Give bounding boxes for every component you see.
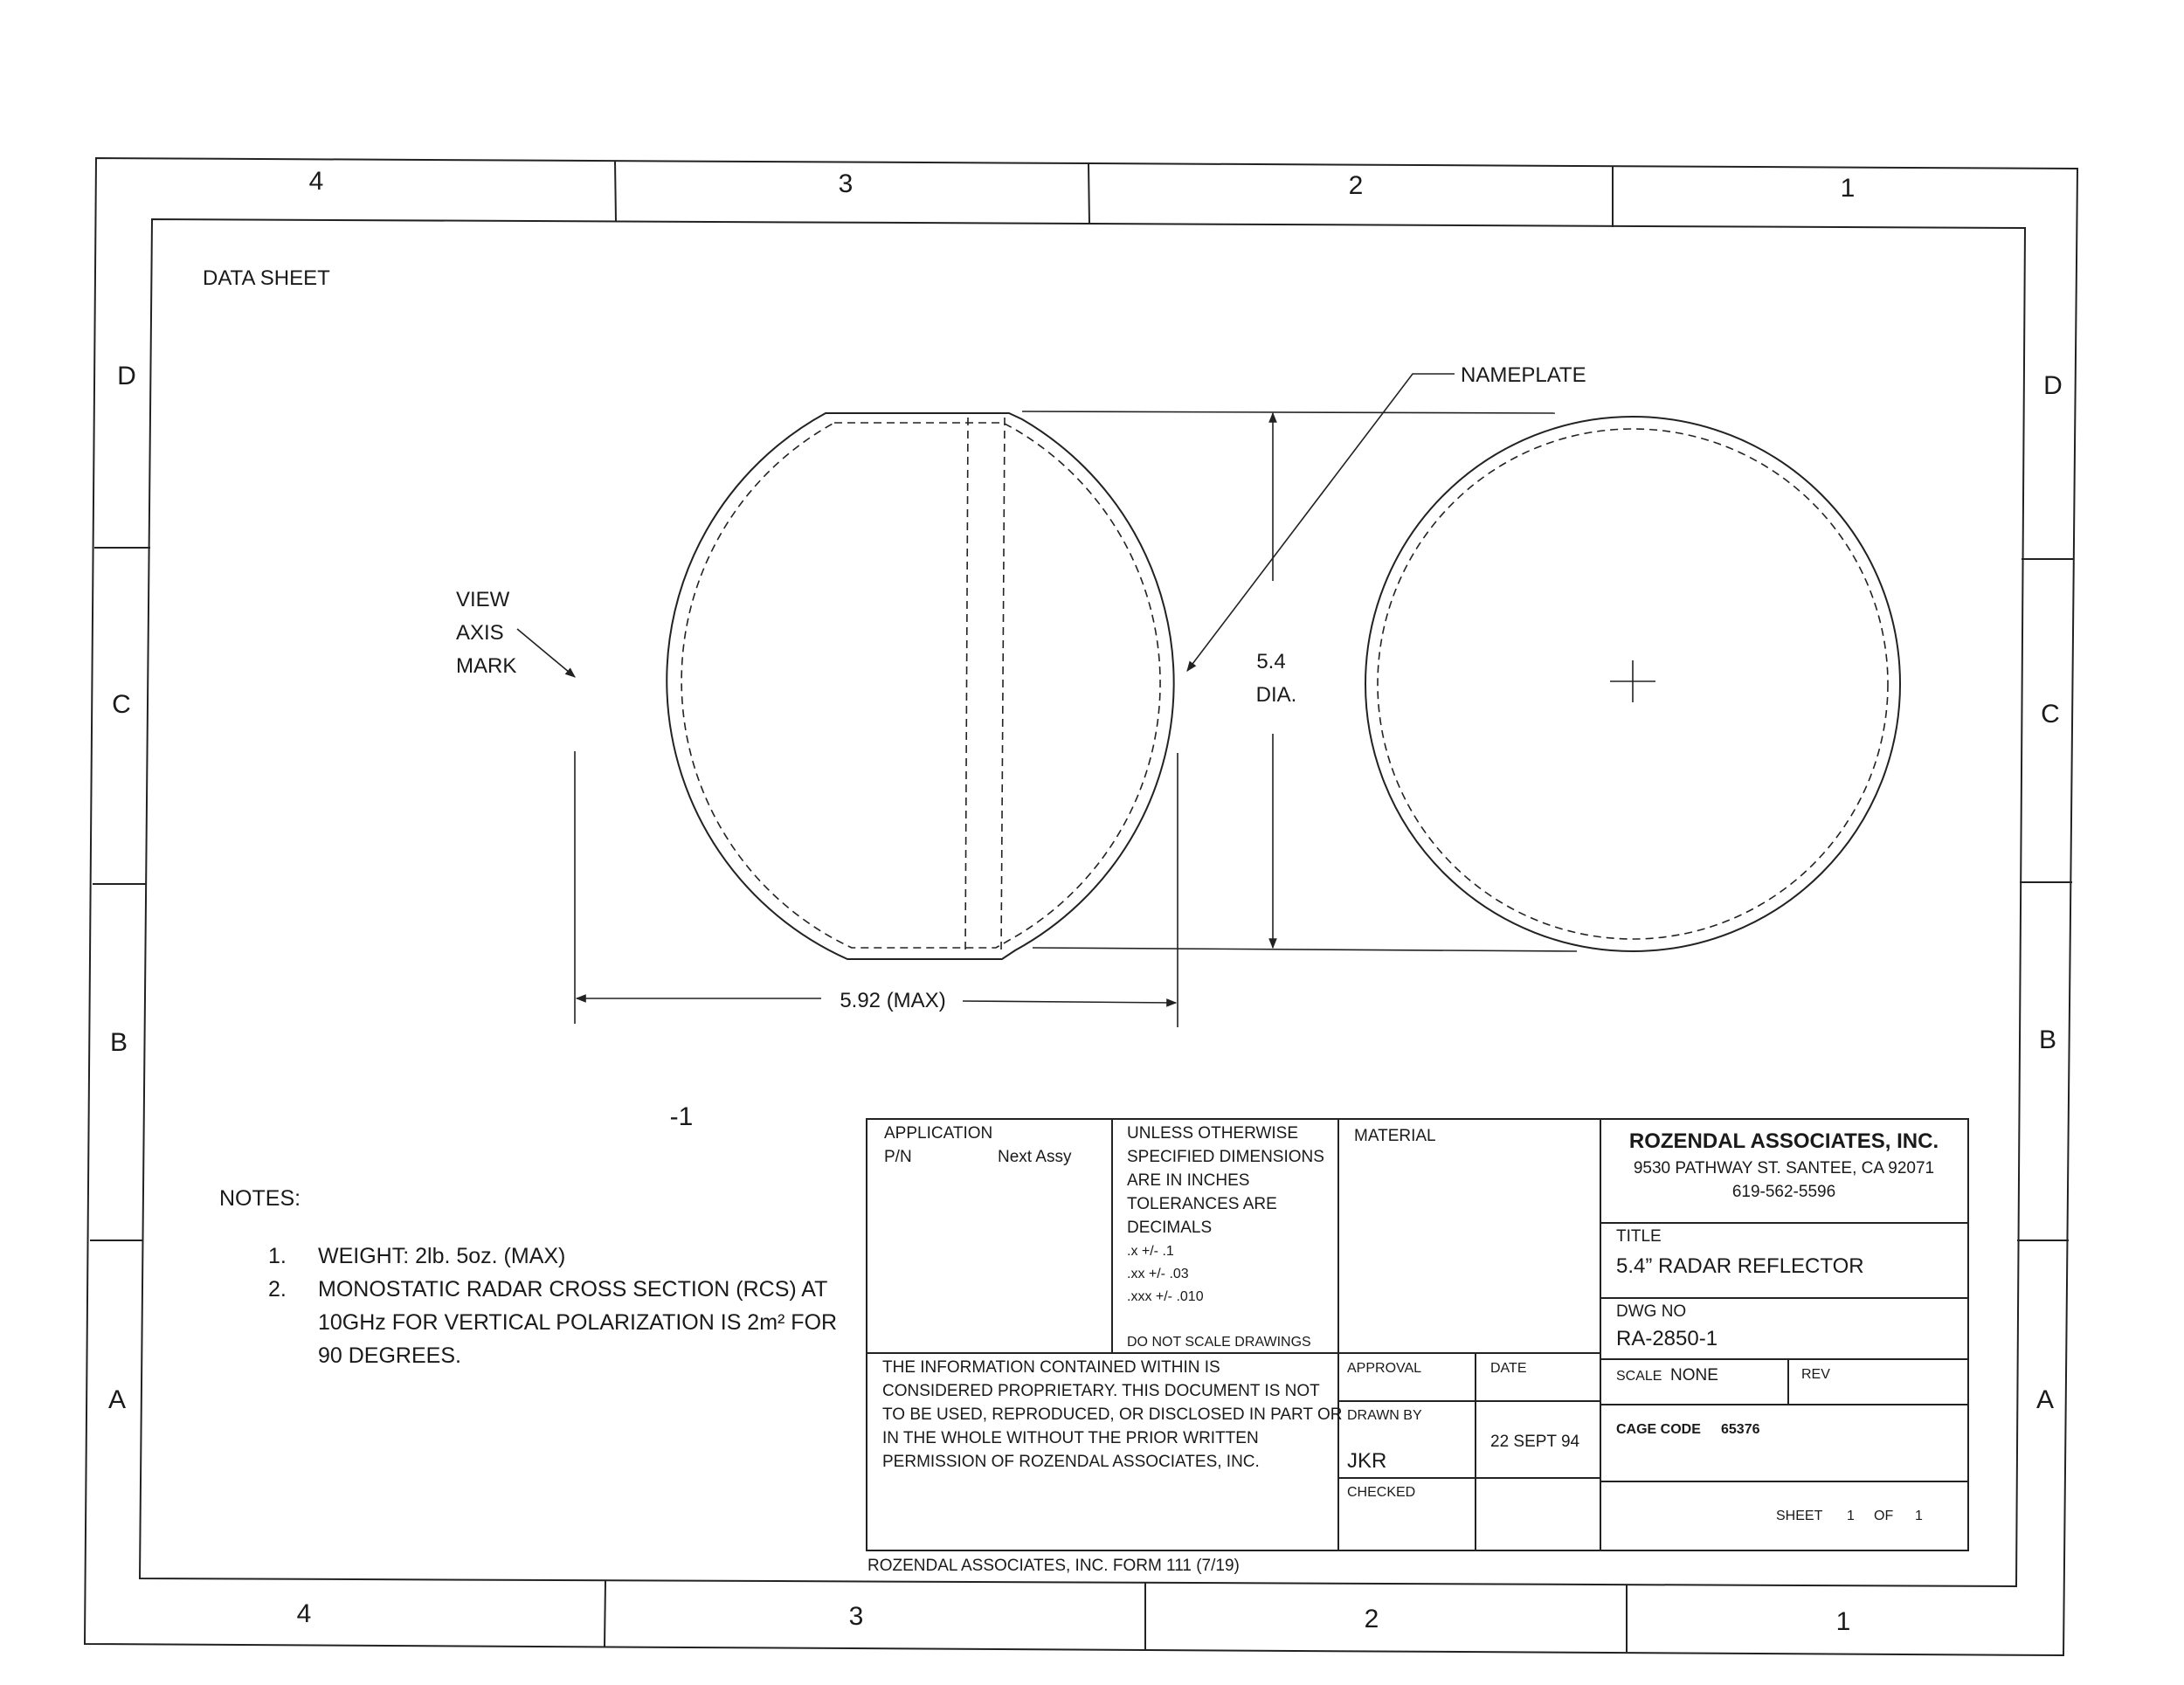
zone-top-col-3: 3	[838, 169, 854, 198]
tolerance-line-5: DECIMALS	[1127, 1219, 1213, 1237]
do-not-scale-note: DO NOT SCALE DRAWINGS	[1127, 1335, 1311, 1350]
sheet-label: SHEET	[1776, 1509, 1823, 1523]
zone-left-row-c: C	[112, 690, 131, 719]
zone-bottom-col-4: 4	[296, 1599, 312, 1628]
pn-label: P/N	[884, 1148, 912, 1166]
scale-label: SCALE	[1616, 1369, 1662, 1384]
drawn-by-value: JKR	[1347, 1449, 1387, 1473]
company-name: ROZENDAL ASSOCIATES, INC.	[1628, 1129, 1939, 1153]
notes-section	[219, 1186, 837, 1368]
nameplate-label: NAMEPLATE	[1461, 363, 1586, 387]
zone-left-row-b: B	[109, 1028, 128, 1057]
zone-right-row-a: A	[2035, 1385, 2055, 1414]
view-axis-mark-leader	[517, 629, 575, 677]
drawing-title: 5.4” RADAR REFLECTOR	[1616, 1254, 1864, 1278]
tolerance-line-7: .xx +/- .03	[1127, 1267, 1189, 1281]
view-axis-mark-line-2: AXIS	[456, 621, 504, 645]
zone-right-row-c: C	[2041, 700, 2060, 729]
note-1-number: 1.	[268, 1244, 287, 1268]
dwg-no-label: DWG NO	[1616, 1302, 1687, 1321]
diameter-value: 5.4	[1256, 650, 1286, 673]
proprietary-line-1: THE INFORMATION CONTAINED WITHIN IS	[882, 1358, 1220, 1377]
sheet-total: 1	[1915, 1509, 1923, 1523]
tolerance-line-2: SPECIFIED DIMENSIONS	[1127, 1148, 1324, 1166]
dash-number: -1	[669, 1102, 694, 1131]
reflector-side-view	[667, 413, 1173, 959]
proprietary-line-5: PERMISSION OF ROZENDAL ASSOCIATES, INC.	[882, 1453, 1260, 1471]
zone-top-col-4: 4	[308, 167, 324, 196]
proprietary-line-3: TO BE USED, REPRODUCED, OR DISCLOSED IN PART OR	[882, 1405, 1343, 1424]
dwg-no-value: RA-2850-1	[1616, 1327, 1718, 1350]
note-2-text-line-3: 90 DEGREES.	[318, 1343, 461, 1368]
next-assy-label: Next Assy	[998, 1148, 1072, 1166]
material-label: MATERIAL	[1354, 1127, 1436, 1145]
cage-code-value: 65376	[1721, 1422, 1760, 1437]
scale-value: NONE	[1670, 1366, 1718, 1385]
note-2-number: 2.	[268, 1277, 287, 1302]
sheet-of-label: OF	[1874, 1509, 1894, 1523]
nameplate-leader	[1187, 374, 1455, 671]
view-axis-mark-line-3: MARK	[456, 654, 517, 678]
date-value: 22 SEPT 94	[1490, 1433, 1580, 1451]
application-label: APPLICATION	[884, 1124, 993, 1143]
note-1-text: WEIGHT: 2lb. 5oz. (MAX)	[318, 1244, 566, 1268]
title-label: TITLE	[1616, 1227, 1662, 1246]
zone-right-row-b: B	[2038, 1026, 2057, 1054]
proprietary-line-4: IN THE WHOLE WITHOUT THE PRIOR WRITTEN	[882, 1429, 1259, 1447]
zone-bottom-col-2: 2	[1364, 1605, 1379, 1633]
zone-bottom-col-1: 1	[1835, 1607, 1851, 1636]
zone-left-row-d: D	[117, 362, 136, 390]
checked-label: CHECKED	[1347, 1485, 1416, 1500]
rev-label: REV	[1801, 1367, 1830, 1382]
note-2-text-line-1: MONOSTATIC RADAR CROSS SECTION (RCS) AT	[318, 1277, 828, 1302]
proprietary-line-2: CONSIDERED PROPRIETARY. THIS DOCUMENT IS NOT	[882, 1382, 1320, 1400]
view-axis-mark-line-1: VIEW	[456, 588, 510, 611]
tolerance-line-4: TOLERANCES ARE	[1127, 1195, 1277, 1213]
cage-code-label: CAGE CODE	[1616, 1422, 1701, 1437]
zone-right-row-d: D	[2043, 371, 2063, 400]
zone-bottom-col-3: 3	[848, 1602, 864, 1631]
company-address: 9530 PATHWAY ST. SANTEE, CA 92071	[1633, 1159, 1935, 1177]
width-dimension-label: 5.92 (MAX)	[840, 989, 946, 1012]
zone-left-row-a: A	[107, 1385, 127, 1414]
tolerance-line-6: .x +/- .1	[1127, 1244, 1174, 1259]
notes-heading: NOTES:	[219, 1186, 301, 1211]
reflector-end-view	[1365, 417, 1900, 951]
tolerance-line-1: UNLESS OTHERWISE	[1127, 1124, 1299, 1143]
date-label: DATE	[1490, 1361, 1527, 1376]
approval-label: APPROVAL	[1347, 1361, 1422, 1376]
form-number: ROZENDAL ASSOCIATES, INC. FORM 111 (7/19)	[867, 1557, 1240, 1575]
zone-top-col-2: 2	[1348, 171, 1364, 200]
sheet-number: 1	[1847, 1509, 1855, 1523]
zone-top-col-1: 1	[1840, 174, 1856, 203]
data-sheet-label: DATA SHEET	[203, 266, 330, 290]
diameter-dimension	[1022, 411, 1577, 951]
diameter-label: DIA.	[1255, 683, 1297, 707]
drawn-by-label: DRAWN BY	[1347, 1408, 1422, 1423]
note-2-text-line-2: 10GHz FOR VERTICAL POLARIZATION IS 2m² FOR	[318, 1310, 838, 1335]
tolerance-line-3: ARE IN INCHES	[1127, 1171, 1250, 1190]
tolerance-line-8: .xxx +/- .010	[1127, 1289, 1204, 1304]
company-phone: 619-562-5596	[1731, 1183, 1836, 1201]
width-dimension	[575, 751, 1178, 1027]
